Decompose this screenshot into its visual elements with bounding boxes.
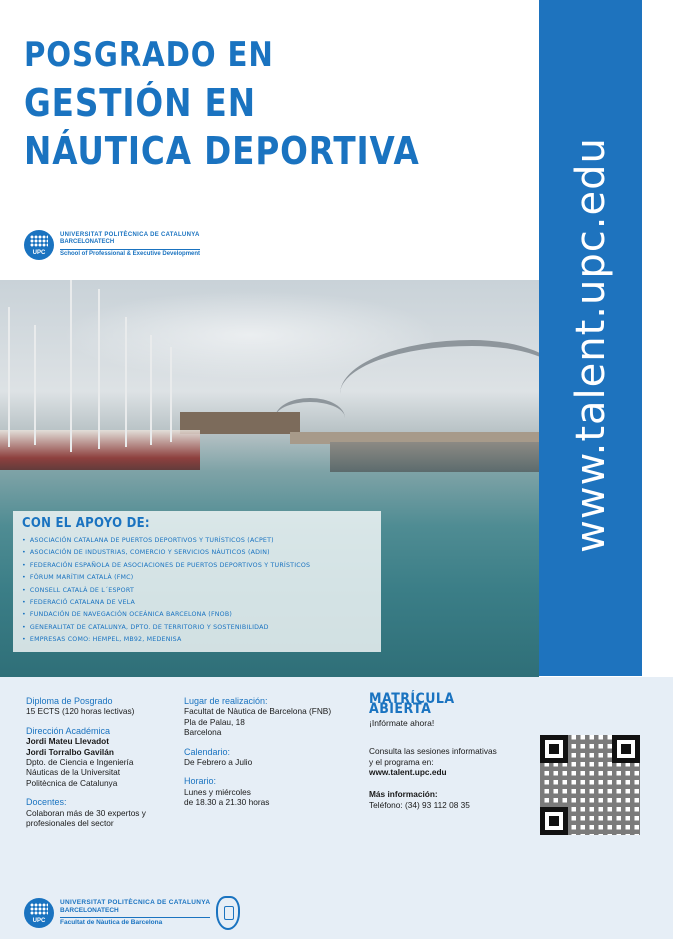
info-column-1 [26, 696, 176, 828]
title-line-3: NÁUTICA DEPORTIVA [24, 129, 420, 173]
director-name: Jordi Torralbo Gavilán [26, 746, 114, 757]
upc-logo-bottom [24, 898, 210, 928]
web-link[interactable]: www.talent.upc.edu [369, 767, 447, 778]
university-name: UNIVERSITAT POLITÈCNICA DE CATALUNYA [60, 898, 211, 906]
dept-line: Dpto. de Ciencia e Ingeniería [26, 757, 134, 768]
upc-emblem-text: UPC [32, 250, 46, 256]
support-item: • FEDERACIÓN ESPAÑOLA DE ASOCIACIONES DE PUERTOS DEPORTIVOS Y TURÍSTICOS [22, 560, 372, 572]
calendario-value: De Febrero a Julio [184, 757, 253, 768]
info-column-3 [369, 691, 529, 810]
url-stripe [539, 0, 642, 676]
lugar-line: Facultat de Nàutica de Barcelona (FNB) [184, 706, 332, 717]
director-name: Jordi Mateu Llevadot [26, 736, 109, 747]
university-name: UNIVERSITAT POLITÈCNICA DE CATALUNYA [60, 231, 200, 238]
calendario-heading: Calendario: [184, 746, 231, 757]
title-line-1: POSGRADO EN [24, 35, 274, 75]
support-item: • FÒRUM MARÍTIM CATALÀ (FMC) [22, 572, 372, 584]
horario-line: Lunes y miércoles [184, 786, 251, 797]
direccion-heading: Dirección Académica [26, 725, 111, 736]
consulta-line: Consulta las sesiones informativas [369, 746, 497, 757]
qr-code-icon[interactable] [540, 735, 640, 835]
matricula-title: MATRÍCULA ABIERTA [369, 691, 455, 718]
mas-info-heading: Más información: [369, 789, 438, 800]
upc-emblem-icon [24, 898, 54, 928]
lugar-line: Pla de Palau, 18 [184, 716, 245, 727]
lugar-line: Barcelona [184, 727, 222, 738]
upc-emblem-icon [24, 230, 54, 260]
lugar-heading: Lugar de realización: [184, 696, 268, 706]
support-list [22, 535, 372, 647]
upc-text-block [60, 232, 200, 259]
upc-emblem-text: UPC [32, 918, 46, 924]
stripe-url[interactable]: www.talent.upc.edu [567, 137, 614, 553]
docentes-line: Colaboran más de 30 expertos y [26, 807, 146, 818]
faculty-name: Facultat de Nàutica de Barcelona [60, 917, 210, 927]
docentes-heading: Docentes: [26, 797, 67, 808]
support-item: • CONSELL CATALÀ DE L´ESPORT [22, 585, 372, 597]
upc-logo-top [24, 230, 200, 260]
support-item: • ASOCIACIÓN CATALANA DE PUERTOS DEPORTIVOS Y TURÍSTICOS (ACPET) [22, 535, 372, 547]
upc-text-block [60, 899, 210, 927]
dept-line: Náuticas de la Universitat [26, 767, 121, 778]
university-brand: BARCELONATECH [60, 906, 119, 914]
consulta-block [369, 746, 529, 777]
school-name: School of Professional & Executive Development [60, 250, 201, 257]
horario-heading: Horario: [184, 776, 217, 787]
support-title: CON EL APOYO DE: [22, 516, 150, 531]
support-item: • EMPRESAS COMO: HEMPEL, MB92, MEDENISA [22, 634, 372, 646]
title-line-2: GESTIÓN EN [24, 81, 256, 125]
poster-title [24, 35, 524, 180]
consulta-line: y el programa en: [369, 756, 434, 767]
telefono[interactable]: Teléfono: (34) 93 112 08 35 [369, 799, 470, 810]
support-item: • FUNDACIÓN DE NAVEGACIÓN OCEÁNICA BARCELONA (FNOB) [22, 609, 372, 621]
university-brand: BARCELONATECH [60, 239, 115, 246]
docentes-line: profesionales del sector [26, 818, 114, 829]
horario-line: de 18.30 a 21.30 horas [184, 797, 270, 808]
support-box [13, 511, 381, 652]
support-item: • GENERALITAT DE CATALUNYA, DPTO. DE TERRITORIO Y SOSTENIBILIDAD [22, 622, 372, 634]
faculty-seal-icon [216, 896, 240, 930]
support-item: • ASOCIACIÓN DE INDUSTRIAS, COMERCIO Y SERVICIOS NÁUTICOS (ADIN) [22, 547, 372, 559]
support-item: • FEDERACIÓ CATALANA DE VELA [22, 597, 372, 609]
info-column-2 [184, 696, 354, 808]
diploma-value: 15 ECTS (120 horas lectivas) [26, 706, 135, 717]
matricula-subtitle: ¡Infórmate ahora! [369, 717, 435, 728]
dept-line: Politècnica de Catalunya [26, 777, 118, 788]
diploma-heading: Diploma de Posgrado [26, 696, 113, 706]
